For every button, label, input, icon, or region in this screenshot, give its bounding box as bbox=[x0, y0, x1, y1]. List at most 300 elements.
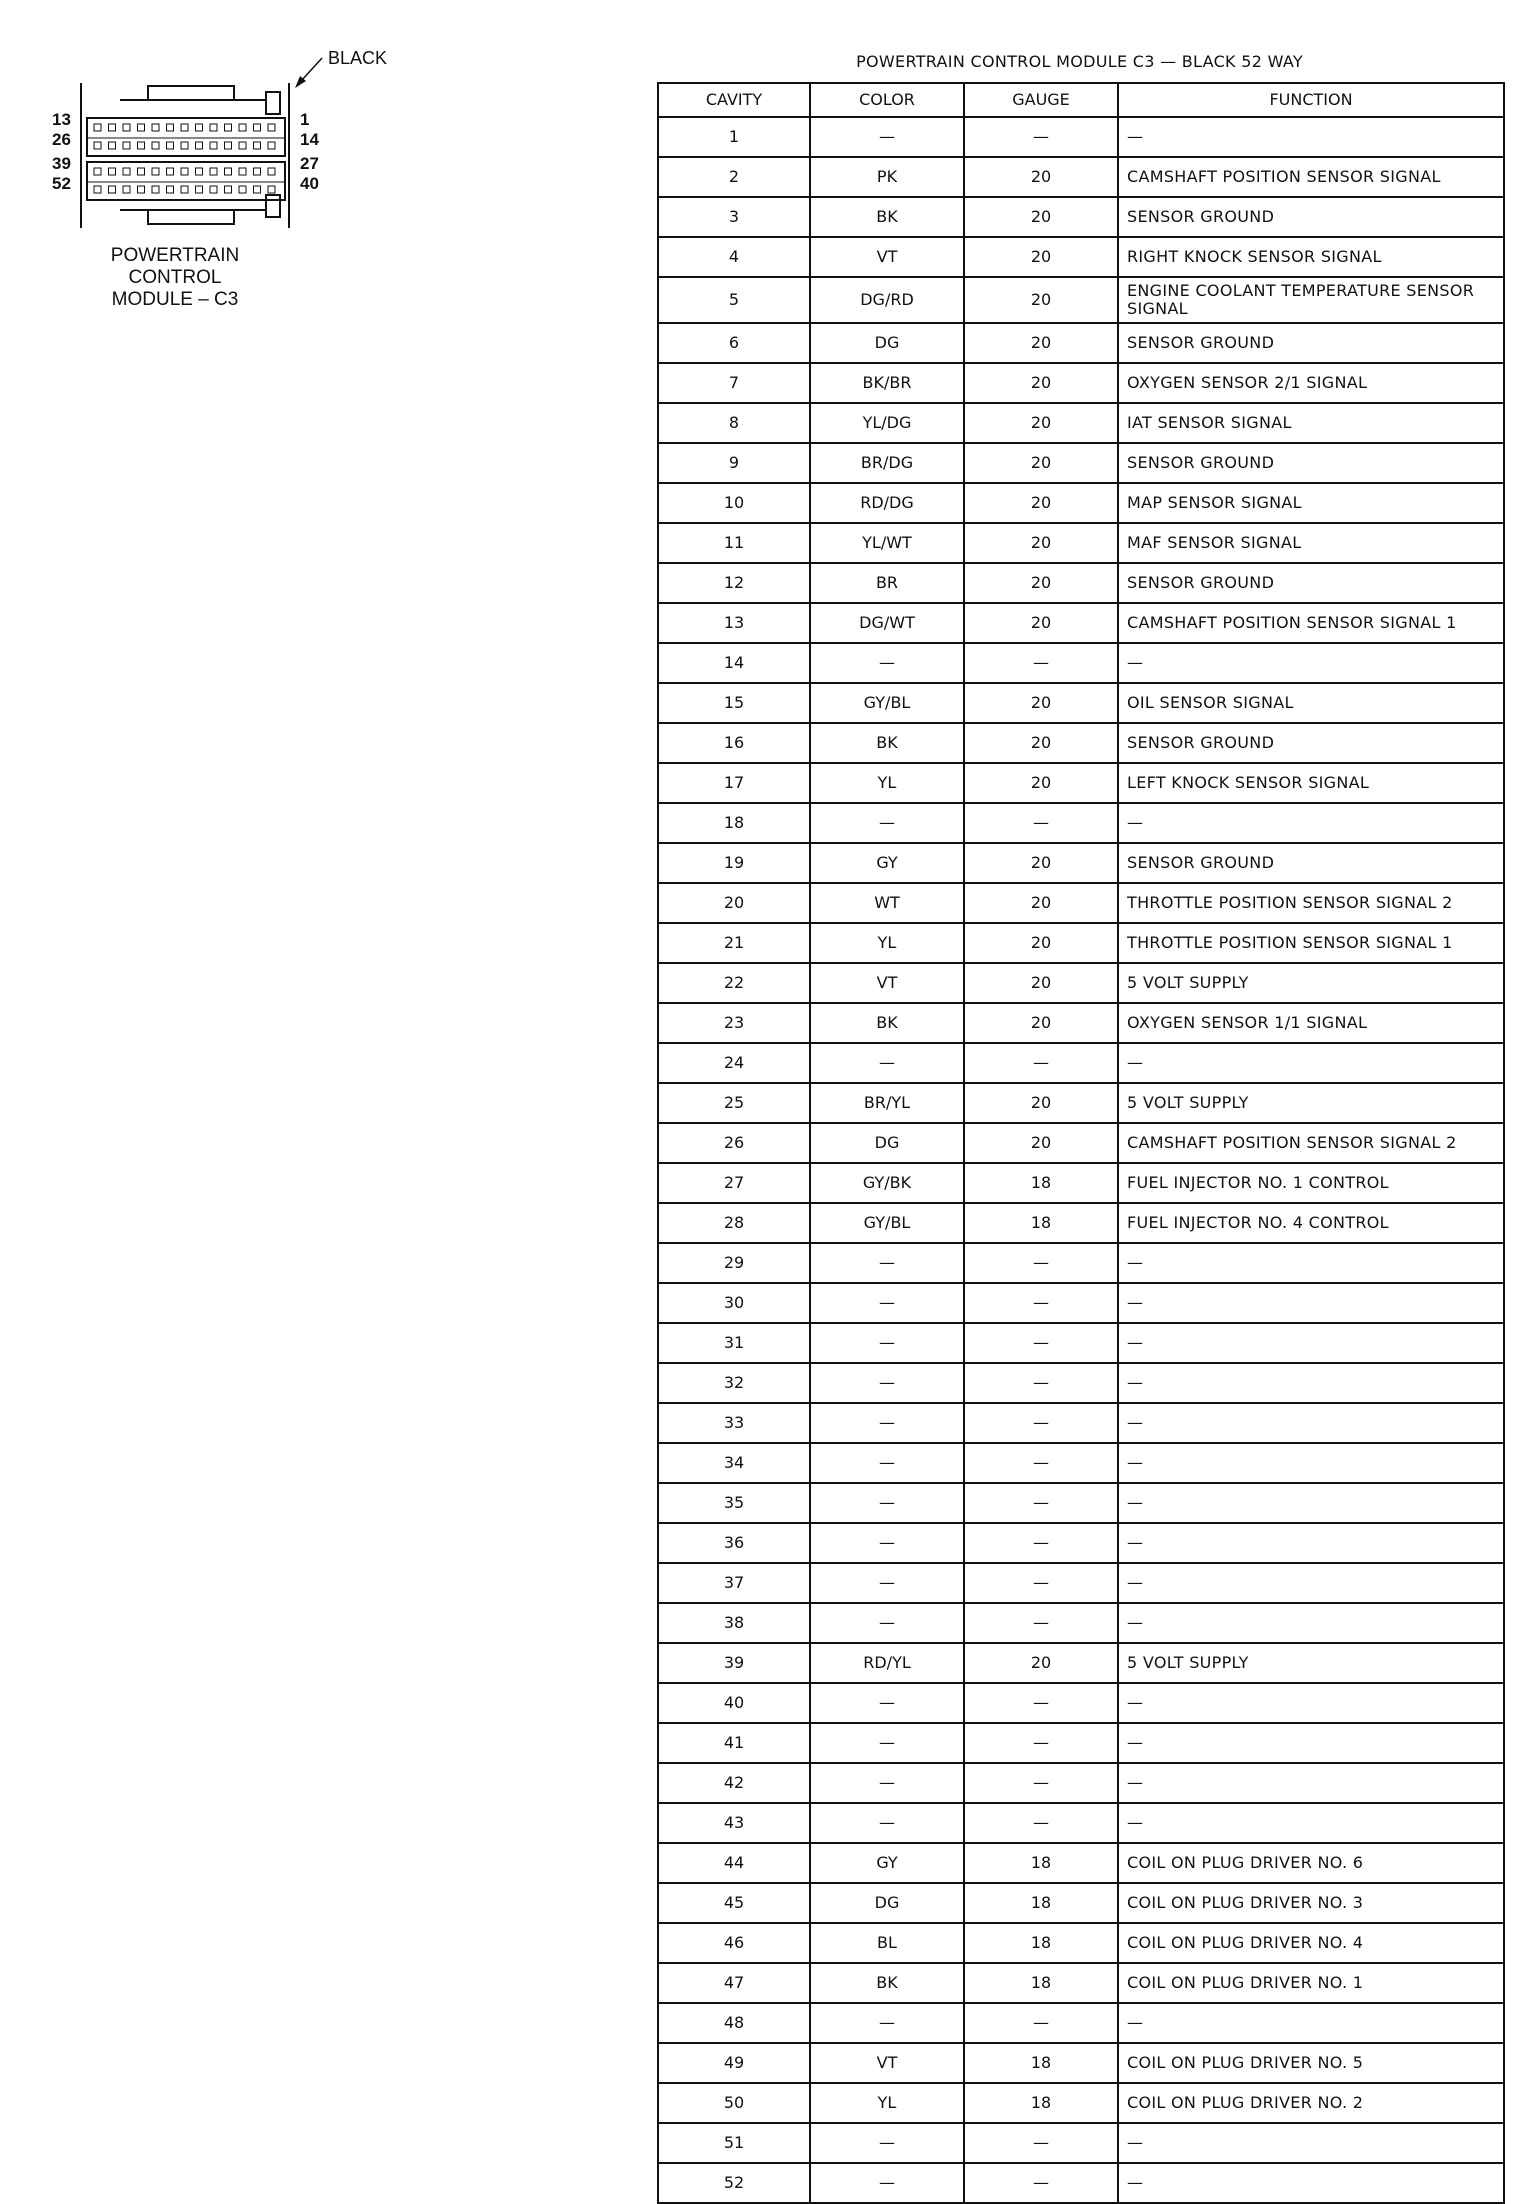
cell-function: SENSOR GROUND bbox=[1118, 723, 1504, 763]
connector-pin bbox=[152, 124, 159, 131]
cell-color: — bbox=[810, 1523, 964, 1563]
table-row bbox=[658, 1403, 1504, 1443]
cell-gauge: — bbox=[964, 1243, 1118, 1283]
table-row bbox=[658, 1243, 1504, 1283]
table-row bbox=[658, 1803, 1504, 1843]
connector-pin bbox=[94, 186, 101, 193]
connector-pin bbox=[152, 142, 159, 149]
cell-cavity: 33 bbox=[658, 1403, 810, 1443]
cell-gauge: 18 bbox=[964, 1923, 1118, 1963]
connector-pin bbox=[138, 168, 145, 175]
cell-function: — bbox=[1118, 1523, 1504, 1563]
cell-cavity: 8 bbox=[658, 403, 810, 443]
table-row bbox=[658, 963, 1504, 1003]
connector-diagram bbox=[40, 40, 400, 320]
cell-gauge: 20 bbox=[964, 763, 1118, 803]
cell-function: — bbox=[1118, 1603, 1504, 1643]
cell-cavity: 43 bbox=[658, 1803, 810, 1843]
cell-cavity: 5 bbox=[658, 277, 810, 323]
cell-color: — bbox=[810, 803, 964, 843]
cell-gauge: 20 bbox=[964, 197, 1118, 237]
cell-cavity: 17 bbox=[658, 763, 810, 803]
caption-line: CONTROL bbox=[128, 267, 222, 288]
pinout-body bbox=[658, 117, 1504, 2203]
cell-cavity: 44 bbox=[658, 1843, 810, 1883]
cell-function: ENGINE COOLANT TEMPERATURE SENSOR SIGNAL bbox=[1118, 277, 1504, 323]
table-row bbox=[658, 883, 1504, 923]
cell-color: — bbox=[810, 1243, 964, 1283]
cell-cavity: 28 bbox=[658, 1203, 810, 1243]
connector-pin bbox=[138, 142, 145, 149]
connector-pin bbox=[239, 142, 246, 149]
cell-cavity: 51 bbox=[658, 2123, 810, 2163]
cell-color: DG/RD bbox=[810, 277, 964, 323]
cell-color: — bbox=[810, 1283, 964, 1323]
cell-color: — bbox=[810, 1803, 964, 1843]
cell-gauge: — bbox=[964, 1723, 1118, 1763]
connector-pin bbox=[167, 168, 174, 175]
cell-color: — bbox=[810, 2163, 964, 2203]
cell-cavity: 16 bbox=[658, 723, 810, 763]
connector-pin bbox=[181, 124, 188, 131]
table-row bbox=[658, 923, 1504, 963]
connector-pin bbox=[268, 168, 275, 175]
cell-gauge: 20 bbox=[964, 843, 1118, 883]
cell-color: — bbox=[810, 1363, 964, 1403]
connector-pin bbox=[239, 124, 246, 131]
cell-cavity: 47 bbox=[658, 1963, 810, 2003]
cell-gauge: — bbox=[964, 1283, 1118, 1323]
cell-function: 5 VOLT SUPPLY bbox=[1118, 1643, 1504, 1683]
cell-color: — bbox=[810, 1763, 964, 1803]
cell-cavity: 21 bbox=[658, 923, 810, 963]
cell-cavity: 12 bbox=[658, 563, 810, 603]
cell-cavity: 1 bbox=[658, 117, 810, 157]
cell-gauge: 20 bbox=[964, 483, 1118, 523]
cell-function: THROTTLE POSITION SENSOR SIGNAL 2 bbox=[1118, 883, 1504, 923]
table-row bbox=[658, 723, 1504, 763]
cell-function: — bbox=[1118, 1043, 1504, 1083]
cell-color: WT bbox=[810, 883, 964, 923]
cell-function: COIL ON PLUG DRIVER NO. 6 bbox=[1118, 1843, 1504, 1883]
cell-gauge: — bbox=[964, 2123, 1118, 2163]
cell-function: CAMSHAFT POSITION SENSOR SIGNAL 2 bbox=[1118, 1123, 1504, 1163]
table-row bbox=[658, 1923, 1504, 1963]
connector-pin bbox=[181, 186, 188, 193]
table-row bbox=[658, 563, 1504, 603]
cell-gauge: — bbox=[964, 1803, 1118, 1843]
table-row bbox=[658, 1283, 1504, 1323]
cell-gauge: 20 bbox=[964, 883, 1118, 923]
cell-cavity: 38 bbox=[658, 1603, 810, 1643]
cell-color: BR/DG bbox=[810, 443, 964, 483]
cell-gauge: 20 bbox=[964, 963, 1118, 1003]
connector-pin bbox=[181, 142, 188, 149]
cell-function: — bbox=[1118, 643, 1504, 683]
cell-cavity: 19 bbox=[658, 843, 810, 883]
cell-color: YL/WT bbox=[810, 523, 964, 563]
cell-function: MAP SENSOR SIGNAL bbox=[1118, 483, 1504, 523]
cell-color: — bbox=[810, 1723, 964, 1763]
cell-function: — bbox=[1118, 2163, 1504, 2203]
cell-gauge: 20 bbox=[964, 403, 1118, 443]
table-row bbox=[658, 2163, 1504, 2203]
connector-pin bbox=[152, 186, 159, 193]
cell-gauge: 20 bbox=[964, 1123, 1118, 1163]
connector-pin bbox=[210, 186, 217, 193]
cell-cavity: 34 bbox=[658, 1443, 810, 1483]
table-row bbox=[658, 843, 1504, 883]
cell-function: SENSOR GROUND bbox=[1118, 563, 1504, 603]
cell-color: — bbox=[810, 2003, 964, 2043]
cell-function: IAT SENSOR SIGNAL bbox=[1118, 403, 1504, 443]
cell-color: — bbox=[810, 1483, 964, 1523]
cell-cavity: 11 bbox=[658, 523, 810, 563]
cell-color: YL/DG bbox=[810, 403, 964, 443]
cell-cavity: 41 bbox=[658, 1723, 810, 1763]
pin-label-14: 14 bbox=[300, 130, 319, 149]
connector-pin bbox=[210, 168, 217, 175]
cell-function: — bbox=[1118, 2123, 1504, 2163]
cell-gauge: 18 bbox=[964, 1963, 1118, 2003]
cell-function: 5 VOLT SUPPLY bbox=[1118, 963, 1504, 1003]
cell-gauge: 20 bbox=[964, 323, 1118, 363]
header-gauge: GAUGE bbox=[964, 83, 1118, 117]
table-row bbox=[658, 643, 1504, 683]
table-title: POWERTRAIN CONTROL MODULE C3 — BLACK 52 WAY bbox=[856, 52, 1303, 71]
cell-function: COIL ON PLUG DRIVER NO. 3 bbox=[1118, 1883, 1504, 1923]
connector-pin bbox=[181, 168, 188, 175]
connector-pin bbox=[167, 142, 174, 149]
cell-gauge: 18 bbox=[964, 2083, 1118, 2123]
table-row bbox=[658, 2003, 1504, 2043]
cell-color: YL bbox=[810, 923, 964, 963]
cell-function: LEFT KNOCK SENSOR SIGNAL bbox=[1118, 763, 1504, 803]
table-row bbox=[658, 237, 1504, 277]
cell-function: COIL ON PLUG DRIVER NO. 5 bbox=[1118, 2043, 1504, 2083]
cell-color: BK bbox=[810, 1003, 964, 1043]
cell-function: — bbox=[1118, 1323, 1504, 1363]
cell-cavity: 29 bbox=[658, 1243, 810, 1283]
cell-function: — bbox=[1118, 1683, 1504, 1723]
cell-color: GY/BL bbox=[810, 1203, 964, 1243]
table-row bbox=[658, 1083, 1504, 1123]
cell-color: RD/DG bbox=[810, 483, 964, 523]
table-row bbox=[658, 1003, 1504, 1043]
cell-cavity: 31 bbox=[658, 1323, 810, 1363]
cell-color: GY bbox=[810, 843, 964, 883]
cell-cavity: 35 bbox=[658, 1483, 810, 1523]
table-row bbox=[658, 1683, 1504, 1723]
connector-pin bbox=[167, 186, 174, 193]
cell-cavity: 30 bbox=[658, 1283, 810, 1323]
table-row bbox=[658, 1963, 1504, 2003]
caption-line: MODULE – C3 bbox=[111, 289, 239, 310]
header-color: COLOR bbox=[810, 83, 964, 117]
connector-pin bbox=[254, 142, 261, 149]
cell-cavity: 2 bbox=[658, 157, 810, 197]
connector-pin bbox=[123, 186, 130, 193]
cell-gauge: 20 bbox=[964, 277, 1118, 323]
pin-label-27: 27 bbox=[300, 154, 319, 173]
cell-color: — bbox=[810, 1603, 964, 1643]
table-row bbox=[658, 1363, 1504, 1403]
table-row bbox=[658, 403, 1504, 443]
cell-gauge: 18 bbox=[964, 2043, 1118, 2083]
cell-gauge: 18 bbox=[964, 1843, 1118, 1883]
cell-gauge: 18 bbox=[964, 1883, 1118, 1923]
table-row bbox=[658, 1523, 1504, 1563]
cell-gauge: 20 bbox=[964, 683, 1118, 723]
cell-gauge: 20 bbox=[964, 1643, 1118, 1683]
cell-gauge: — bbox=[964, 1443, 1118, 1483]
cell-cavity: 20 bbox=[658, 883, 810, 923]
cell-cavity: 4 bbox=[658, 237, 810, 277]
cell-color: DG/WT bbox=[810, 603, 964, 643]
cell-color: BK/BR bbox=[810, 363, 964, 403]
cell-function: — bbox=[1118, 1723, 1504, 1763]
cell-gauge: — bbox=[964, 1523, 1118, 1563]
cell-cavity: 27 bbox=[658, 1163, 810, 1203]
table-row bbox=[658, 1763, 1504, 1803]
cell-color: PK bbox=[810, 157, 964, 197]
table-row bbox=[658, 277, 1504, 323]
connector-pin bbox=[239, 168, 246, 175]
cell-function: — bbox=[1118, 1563, 1504, 1603]
cell-function: RIGHT KNOCK SENSOR SIGNAL bbox=[1118, 237, 1504, 277]
pin-label-39: 39 bbox=[52, 154, 71, 173]
table-row bbox=[658, 323, 1504, 363]
cell-color: — bbox=[810, 643, 964, 683]
table-header-row bbox=[658, 83, 1504, 117]
cell-cavity: 13 bbox=[658, 603, 810, 643]
cell-color: VT bbox=[810, 2043, 964, 2083]
connector-pin bbox=[138, 186, 145, 193]
pin-label-26: 26 bbox=[52, 130, 71, 149]
connector-pin bbox=[109, 168, 116, 175]
cell-gauge: 18 bbox=[964, 1163, 1118, 1203]
connector-pin bbox=[225, 124, 232, 131]
connector-pin bbox=[225, 168, 232, 175]
connector-pin bbox=[268, 124, 275, 131]
cell-gauge: — bbox=[964, 1043, 1118, 1083]
cell-color: BL bbox=[810, 1923, 964, 1963]
cell-function: — bbox=[1118, 1803, 1504, 1843]
cell-gauge: — bbox=[964, 2003, 1118, 2043]
caption-line: POWERTRAIN bbox=[110, 245, 240, 266]
table-row bbox=[658, 2043, 1504, 2083]
header-function: FUNCTION bbox=[1118, 83, 1504, 117]
cell-cavity: 32 bbox=[658, 1363, 810, 1403]
table-row bbox=[658, 1323, 1504, 1363]
cell-gauge: 20 bbox=[964, 723, 1118, 763]
cell-cavity: 25 bbox=[658, 1083, 810, 1123]
cell-function: — bbox=[1118, 1483, 1504, 1523]
connector-caption bbox=[100, 245, 250, 311]
cell-function: — bbox=[1118, 1283, 1504, 1323]
connector-pin bbox=[268, 186, 275, 193]
connector-color-callout: BLACK bbox=[328, 48, 388, 68]
cell-cavity: 46 bbox=[658, 1923, 810, 1963]
cell-color: — bbox=[810, 1683, 964, 1723]
header-cavity: CAVITY bbox=[658, 83, 810, 117]
cell-color: — bbox=[810, 1443, 964, 1483]
connector-pin bbox=[268, 142, 275, 149]
cell-color: — bbox=[810, 1323, 964, 1363]
table-row bbox=[658, 117, 1504, 157]
connector-pin bbox=[94, 168, 101, 175]
connector-pin bbox=[196, 142, 203, 149]
table-row bbox=[658, 1883, 1504, 1923]
cell-color: VT bbox=[810, 237, 964, 277]
table-row bbox=[658, 1563, 1504, 1603]
cell-gauge: — bbox=[964, 2163, 1118, 2203]
connector-pin bbox=[196, 124, 203, 131]
table-row bbox=[658, 443, 1504, 483]
cell-color: VT bbox=[810, 963, 964, 1003]
table-row bbox=[658, 1123, 1504, 1163]
cell-color: DG bbox=[810, 323, 964, 363]
cell-gauge: — bbox=[964, 1563, 1118, 1603]
connector-pin bbox=[210, 124, 217, 131]
cell-color: GY bbox=[810, 1843, 964, 1883]
cell-color: RD/YL bbox=[810, 1643, 964, 1683]
cell-gauge: — bbox=[964, 1763, 1118, 1803]
cell-gauge: 20 bbox=[964, 563, 1118, 603]
connector-pin bbox=[123, 142, 130, 149]
table-row bbox=[658, 523, 1504, 563]
cell-gauge: 20 bbox=[964, 443, 1118, 483]
cell-color: YL bbox=[810, 2083, 964, 2123]
connector-pin bbox=[109, 124, 116, 131]
cell-cavity: 22 bbox=[658, 963, 810, 1003]
cell-cavity: 40 bbox=[658, 1683, 810, 1723]
connector-pin bbox=[239, 186, 246, 193]
cell-gauge: — bbox=[964, 1323, 1118, 1363]
connector-pin bbox=[210, 142, 217, 149]
cell-gauge: — bbox=[964, 1363, 1118, 1403]
connector-pin bbox=[167, 124, 174, 131]
cell-gauge: 20 bbox=[964, 157, 1118, 197]
table-row bbox=[658, 2083, 1504, 2123]
cell-color: BR bbox=[810, 563, 964, 603]
cell-function: COIL ON PLUG DRIVER NO. 1 bbox=[1118, 1963, 1504, 2003]
cell-function: FUEL INJECTOR NO. 1 CONTROL bbox=[1118, 1163, 1504, 1203]
table-row bbox=[658, 1603, 1504, 1643]
cell-gauge: — bbox=[964, 117, 1118, 157]
cell-cavity: 3 bbox=[658, 197, 810, 237]
connector-pin bbox=[196, 186, 203, 193]
cell-gauge: 20 bbox=[964, 1003, 1118, 1043]
table-row bbox=[658, 1723, 1504, 1763]
cell-cavity: 37 bbox=[658, 1563, 810, 1603]
cell-color: GY/BL bbox=[810, 683, 964, 723]
table-row bbox=[658, 1043, 1504, 1083]
connector-pin bbox=[225, 142, 232, 149]
table-row bbox=[658, 1443, 1504, 1483]
cell-function: COIL ON PLUG DRIVER NO. 2 bbox=[1118, 2083, 1504, 2123]
connector-pin bbox=[254, 124, 261, 131]
cell-color: — bbox=[810, 1563, 964, 1603]
cell-cavity: 39 bbox=[658, 1643, 810, 1683]
cell-gauge: 20 bbox=[964, 237, 1118, 277]
cell-color: BR/YL bbox=[810, 1083, 964, 1123]
cell-color: — bbox=[810, 2123, 964, 2163]
table-row bbox=[658, 483, 1504, 523]
cell-cavity: 18 bbox=[658, 803, 810, 843]
cell-color: DG bbox=[810, 1883, 964, 1923]
table-row bbox=[658, 683, 1504, 723]
connector-pin bbox=[109, 186, 116, 193]
cell-color: BK bbox=[810, 1963, 964, 2003]
table-row bbox=[658, 1643, 1504, 1683]
cell-function: — bbox=[1118, 117, 1504, 157]
connector-pin bbox=[123, 124, 130, 131]
cell-function: THROTTLE POSITION SENSOR SIGNAL 1 bbox=[1118, 923, 1504, 963]
cell-cavity: 50 bbox=[658, 2083, 810, 2123]
cell-function: — bbox=[1118, 1763, 1504, 1803]
cell-cavity: 36 bbox=[658, 1523, 810, 1563]
cell-function: 5 VOLT SUPPLY bbox=[1118, 1083, 1504, 1123]
pin-label-52: 52 bbox=[52, 174, 71, 193]
cell-cavity: 52 bbox=[658, 2163, 810, 2203]
cell-gauge: — bbox=[964, 803, 1118, 843]
pin-label-1: 1 bbox=[300, 110, 310, 129]
cell-function: CAMSHAFT POSITION SENSOR SIGNAL bbox=[1118, 157, 1504, 197]
cell-gauge: — bbox=[964, 1483, 1118, 1523]
table-row bbox=[658, 763, 1504, 803]
pin-grid bbox=[94, 124, 275, 193]
table-row bbox=[658, 157, 1504, 197]
cell-cavity: 23 bbox=[658, 1003, 810, 1043]
connector-pin bbox=[196, 168, 203, 175]
pin-label-13: 13 bbox=[52, 110, 71, 129]
cell-cavity: 14 bbox=[658, 643, 810, 683]
cell-color: DG bbox=[810, 1123, 964, 1163]
cell-gauge: — bbox=[964, 1603, 1118, 1643]
table-row bbox=[658, 2123, 1504, 2163]
cell-gauge: 20 bbox=[964, 363, 1118, 403]
cell-cavity: 10 bbox=[658, 483, 810, 523]
cell-function: — bbox=[1118, 1403, 1504, 1443]
table-row bbox=[658, 1163, 1504, 1203]
connector-pin bbox=[94, 124, 101, 131]
cell-function: SENSOR GROUND bbox=[1118, 197, 1504, 237]
cell-cavity: 24 bbox=[658, 1043, 810, 1083]
cell-gauge: 20 bbox=[964, 923, 1118, 963]
cell-color: GY/BK bbox=[810, 1163, 964, 1203]
table-row bbox=[658, 1843, 1504, 1883]
cell-gauge: — bbox=[964, 643, 1118, 683]
table-row bbox=[658, 363, 1504, 403]
connector-pin bbox=[123, 168, 130, 175]
connector-pin bbox=[109, 142, 116, 149]
cell-color: BK bbox=[810, 723, 964, 763]
cell-function: SENSOR GROUND bbox=[1118, 323, 1504, 363]
cell-function: — bbox=[1118, 803, 1504, 843]
cell-color: BK bbox=[810, 197, 964, 237]
cell-color: — bbox=[810, 1403, 964, 1443]
cell-color: — bbox=[810, 1043, 964, 1083]
connector-pin bbox=[138, 124, 145, 131]
cell-function: — bbox=[1118, 1243, 1504, 1283]
cell-cavity: 49 bbox=[658, 2043, 810, 2083]
cell-cavity: 6 bbox=[658, 323, 810, 363]
cell-function: — bbox=[1118, 1363, 1504, 1403]
cell-function: — bbox=[1118, 2003, 1504, 2043]
pinout-table bbox=[657, 82, 1505, 2204]
cell-function: OIL SENSOR SIGNAL bbox=[1118, 683, 1504, 723]
